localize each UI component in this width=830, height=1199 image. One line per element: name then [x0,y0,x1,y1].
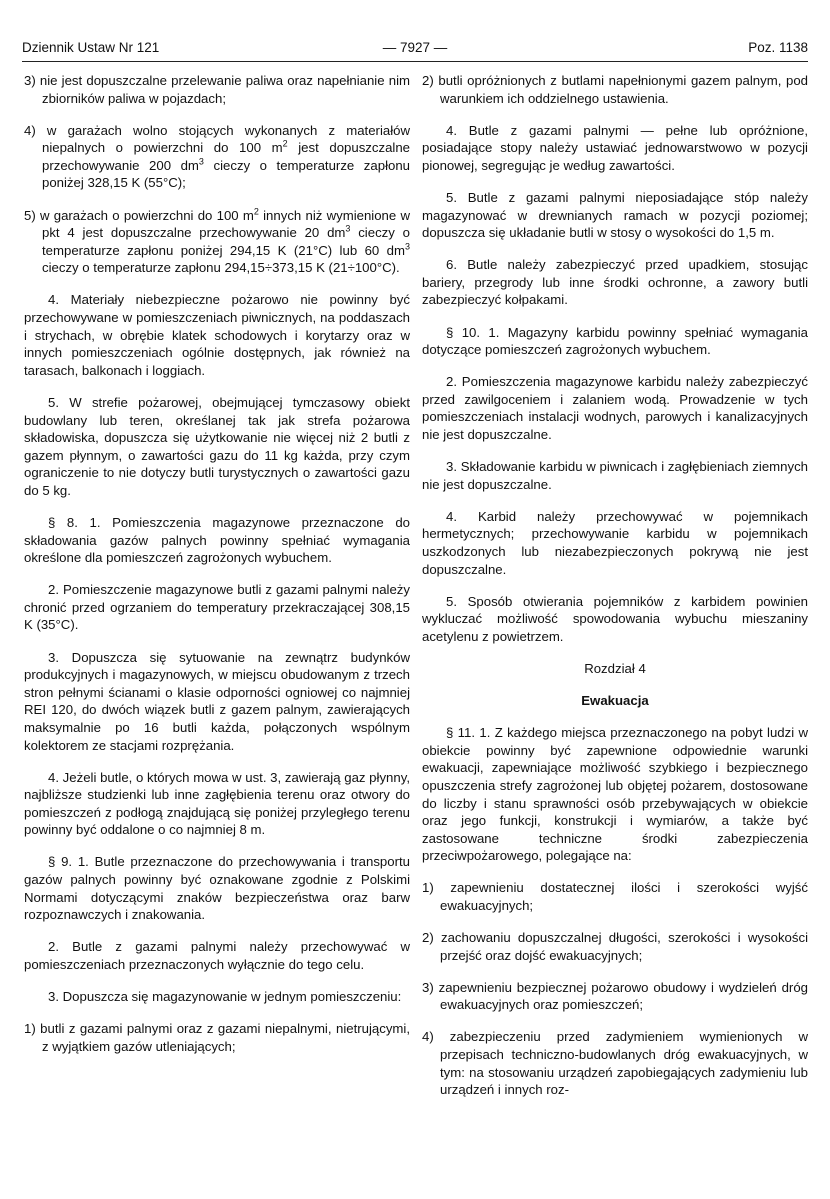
list-item: 2) zachowaniu dopuszczalnej długości, szerokości i wysokości przejść oraz dojść ewakuacyjnych; [422,930,808,963]
chapter-heading: Rozdział 4 [584,660,646,676]
list-item: 1) zapewnieniu dostatecznej ilości i szerokości wyjść ewakuacyjnych; [422,880,808,913]
paragraph: 6. Butle należy zabezpieczyć przed upadkiem, stosując bariery, przegrody lub inne środki ochronne, a zawory butli zabezpieczyć kołpakami. [422,257,808,308]
list-item: 4) zabezpieczeniu przed zadymieniem wymienionych w przepisach techniczno-budowlanych dróg ewakuacyjnych, w tym: na stosowaniu urządzeń zapobiegających zadymieniu lub urządzeń i innych roz- [422,1029,808,1098]
paragraph: 4. Butle z gazami palnymi — pełne lub opróżnione, posiadające stopy należy ustawiać jednowarstwowo w pozycji pionowej, segregując je według zawartości. [422,122,808,173]
paragraph: 3. Składowanie karbidu w piwnicach i zagłębieniach ziemnych nie jest dopuszczalne. [422,459,808,492]
list-item: 1) butli z gazami palnymi oraz z gazami niepalnymi, nietrującymi, z wyjątkiem gazów utleniających; [24,1021,410,1054]
paragraph: 3. Dopuszcza się sytuowanie na zewnątrz budynków produkcyjnych i magazynowych, w miejscu obudowanym z trzech stron pełnymi ścianami o klasie odporności ogniowej co najmniej REI 120, do dwóch wiązek butli z gazem palnym, zawierających maksymalnie po 16 butli każda, połączonych wspólnym kolektorem ze stacjami rozprężania. [24,649,410,753]
paragraph: 5. Sposób otwierania pojemników z karbidem powinien wykluczać możliwość spowodowania wybuchu mieszaniny acetylenu z powietrzem. [422,593,808,644]
paragraph: 4. Materiały niebezpieczne pożarowo nie powinny być przechowywane w pomieszczeniach piwnicznych, na poddaszach i strychach, w obrębie klatek schodowych i korytarzy oraz w innych pomieszczeniach ogólnie dostępnych, jak również na tarasach, balkonach i loggiach. [24,292,410,378]
paragraph: 3. Dopuszcza się magazynowanie w jednym pomieszczeniu: [48,989,402,1005]
paragraph: 5. Butle z gazami palnymi nieposiadające stóp należy magazynować w drewnianych ramach w pozycji poziomej; dopuszcza się układanie butli w stosy o wysokości do 1,5 m. [422,189,808,241]
page-number: — 7927 — [382,40,448,55]
paragraph: 4. Karbid należy przechowywać w pojemnikach hermetycznych; przechowywanie karbidu w pojemnikach uszkodzonych lub niezabezpieczonych pokrywą nie jest dopuszczalne. [422,508,808,577]
right-column [422,72,808,1113]
paragraph: § 10. 1. Magazyny karbidu powinny spełniać wymagania dotyczące pomieszczeń zagrożonych wybuchem. [422,324,808,358]
paragraph: 2. Pomieszczenie magazynowe butli z gazami palnymi należy chronić przed ogrzaniem do temperatury przekraczającej 308,15 K (35°C). [24,582,410,633]
paragraph: 4. Jeżeli butle, o których mowa w ust. 3, zawierają gaz płynny, najbliższe studzienki lub inne zagłębienia terenu oraz otwory do pomieszczeń z podłogą znajdującą się poniżej przyległego terenu powinny być oddalone o co najmniej 8 m. [24,769,410,838]
list-item: 3) zapewnieniu bezpiecznej pożarowo obudowy i wydzieleń dróg ewakuacyjnych oraz pomieszczeń; [422,979,808,1013]
header-rule [22,61,808,62]
position-number: Poz. 1138 [748,40,808,55]
list-item: 2) butli opróżnionych z butlami napełnionymi gazem palnym, pod warunkiem ich oddzielnego ustawienia. [422,73,808,106]
list-item: 5) w garażach o powierzchni do 100 $m^2$ innych niż wymienione w pkt 4 jest dopuszczalne przechowywanie 20 $dm^3$ cieczy o temperaturze zapłonu poniżej 294,15 K (21°C) lub 60 $dm^3$ cieczy o temperaturze zapłonu 294,15÷373,15 K (21÷100°C). [24,206,410,276]
paragraph: 5. W strefie pożarowej, obejmującej tymczasowy obiekt budowlany lub teren, określanej tak jak strefa pożarowa składowiska, dopuszcza się użytkowanie nie więcej niż 2 butli z gazem płynnym, o zawartości gazu do 11 kg każda, przy czym ograniczenie to nie dotyczy butli turystycznych o zawartości gazu do 5 kg. [24,394,410,498]
paragraph: 2. Butle z gazami palnymi należy przechowywać w pomieszczeniach przeznaczonych wyłącznie do tego celu. [24,939,410,972]
paragraph: § 11. 1. Z każdego miejsca przeznaczonego na pobyt ludzi w obiekcie powinny być zapewnione odpowiednie warunki ewakuacji, zapewniające możliwość szybkiego i bezpiecznego opuszczenia strefy zagrożonej lub objętej pożarem, dostosowane do liczby i stanu sprawności osób przebywających w obiekcie oraz jego funkcji, konstrukcji i wymiarów, a także być zastosowane techniczne środki zabezpieczenia przeciwpożarowego, polegające na: [422,725,808,864]
page-header [22,40,808,58]
paragraph: 2. Pomieszczenia magazynowe karbidu należy zabezpieczyć przed zawilgoceniem i zalaniem wodą. Prowadzenie w tych pomieszczeniach instalacji wodnych, parowych i kanalizacyjnych nie jest dopuszczalne. [422,374,808,442]
journal-title: Dziennik Ustaw Nr 121 [22,40,160,55]
paragraph: § 8. 1. Pomieszczenia magazynowe przeznaczone do składowania gazów palnych powinny spełniać wymagania określone dla pomieszczeń zagrożonych wybuchem. [24,514,410,566]
list-item: 4) w garażach wolno stojących wykonanych z materiałów niepalnych o powierzchni do 100 $m^2$ jest dopuszczalne przechowywanie 200 $dm^3$ cieczy o temperaturze zapłonu poniżej 328,15 K (55°C); [24,122,411,191]
list-item: 3) nie jest dopuszczalne przelewanie paliwa oraz napełnianie nim zbiorników paliwa w pojazdach; [24,73,410,106]
section-title: Ewakuacja [581,693,649,709]
paragraph: § 9. 1. Butle przeznaczone do przechowywania i transportu gazów palnych powinny być oznakowane zgodnie z Polskimi Normami dotyczącymi znaków bezpieczeństwa oraz barw rozpoznawczych i znakowania. [24,854,410,923]
left-column [24,72,410,1070]
